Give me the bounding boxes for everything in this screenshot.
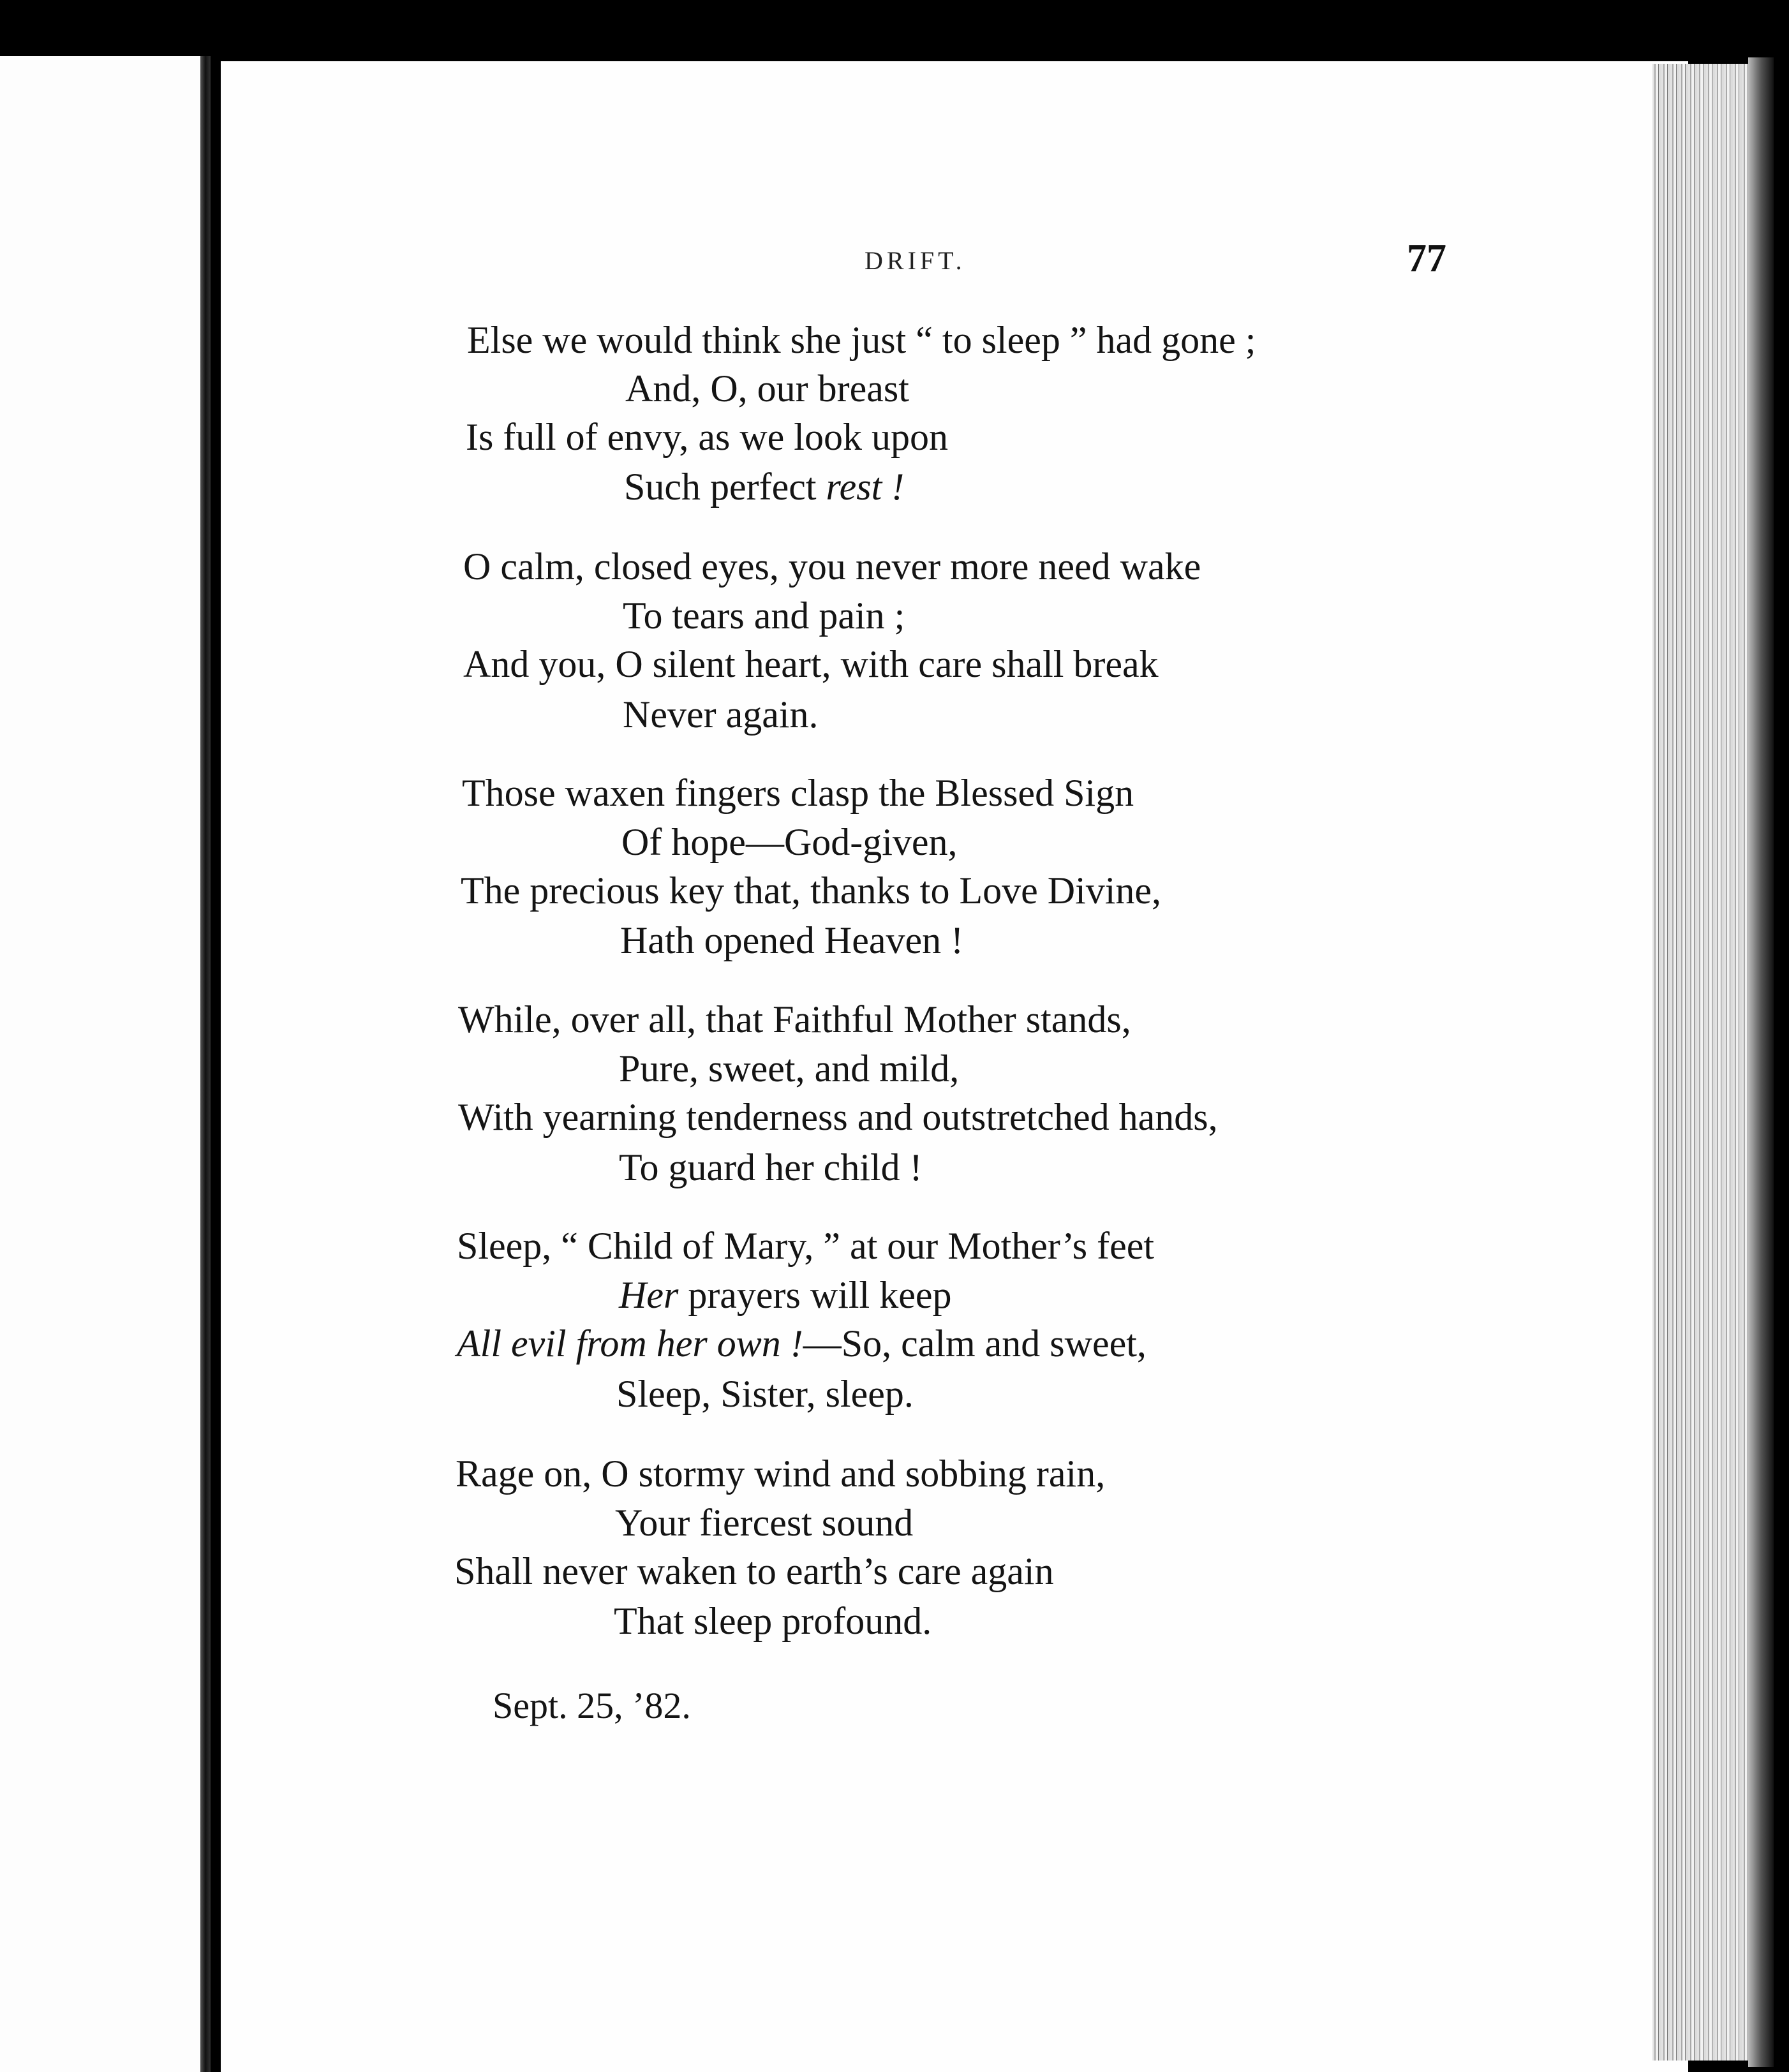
italic-word: rest ! bbox=[826, 466, 905, 508]
poem-line: Hath opened Heaven ! bbox=[620, 919, 964, 961]
poem-line-text: prayers will keep bbox=[678, 1274, 952, 1316]
poem-line bbox=[624, 468, 904, 506]
poem-line: O calm, closed eyes, you never more need wake bbox=[463, 545, 1201, 588]
poem-line: And you, O silent heart, with care shall break bbox=[463, 643, 1159, 685]
running-title: DRIFT. bbox=[865, 246, 966, 275]
poem-line: With yearning tenderness and outstretched hands, bbox=[458, 1096, 1218, 1138]
poem-line: Pure, sweet, and mild, bbox=[619, 1047, 960, 1090]
poem-line: To tears and pain ; bbox=[623, 595, 905, 637]
poem-line: That sleep profound. bbox=[614, 1600, 932, 1642]
poem-line: Sleep, Sister, sleep. bbox=[616, 1373, 914, 1415]
poem-line: Else we would think she just “ to sleep ” had gone ; bbox=[467, 319, 1256, 361]
book-cover-edge bbox=[1748, 57, 1774, 2067]
poem-line bbox=[619, 1276, 952, 1314]
book-gutter bbox=[200, 56, 211, 2072]
poem-line-text: —So, calm and sweet, bbox=[803, 1322, 1147, 1365]
page-edges bbox=[1652, 64, 1761, 2061]
poem-line: Shall never waken to earth’s care again bbox=[454, 1550, 1054, 1592]
poem-line: And, O, our breast bbox=[625, 367, 909, 410]
poem-line: Your fiercest sound bbox=[615, 1502, 914, 1544]
poem-line: Never again. bbox=[623, 693, 819, 736]
facing-page bbox=[0, 56, 211, 2072]
poem-line: Sleep, “ Child of Mary, ” at our Mother’s feet bbox=[457, 1225, 1155, 1267]
poem-line: Those waxen fingers clasp the Blessed Sign bbox=[462, 772, 1134, 814]
poem-line: Rage on, O stormy wind and sobbing rain, bbox=[456, 1453, 1106, 1495]
poem-line: Is full of envy, as we look upon bbox=[466, 416, 948, 458]
poem-line: The precious key that, thanks to Love Divine, bbox=[461, 870, 1162, 912]
poem-line: Of hope—God-given, bbox=[621, 821, 958, 863]
italic-phrase: All evil from her own ! bbox=[457, 1322, 803, 1365]
poem-line: While, over all, that Faithful Mother stands, bbox=[458, 998, 1131, 1040]
poem-line-text: Such perfect bbox=[624, 466, 826, 508]
page-number: 77 bbox=[1407, 237, 1446, 280]
poem-line bbox=[457, 1324, 1147, 1363]
italic-word: Her bbox=[619, 1274, 679, 1316]
poem-line: To guard her child ! bbox=[619, 1146, 923, 1188]
poem-date: Sept. 25, ’82. bbox=[493, 1685, 691, 1726]
